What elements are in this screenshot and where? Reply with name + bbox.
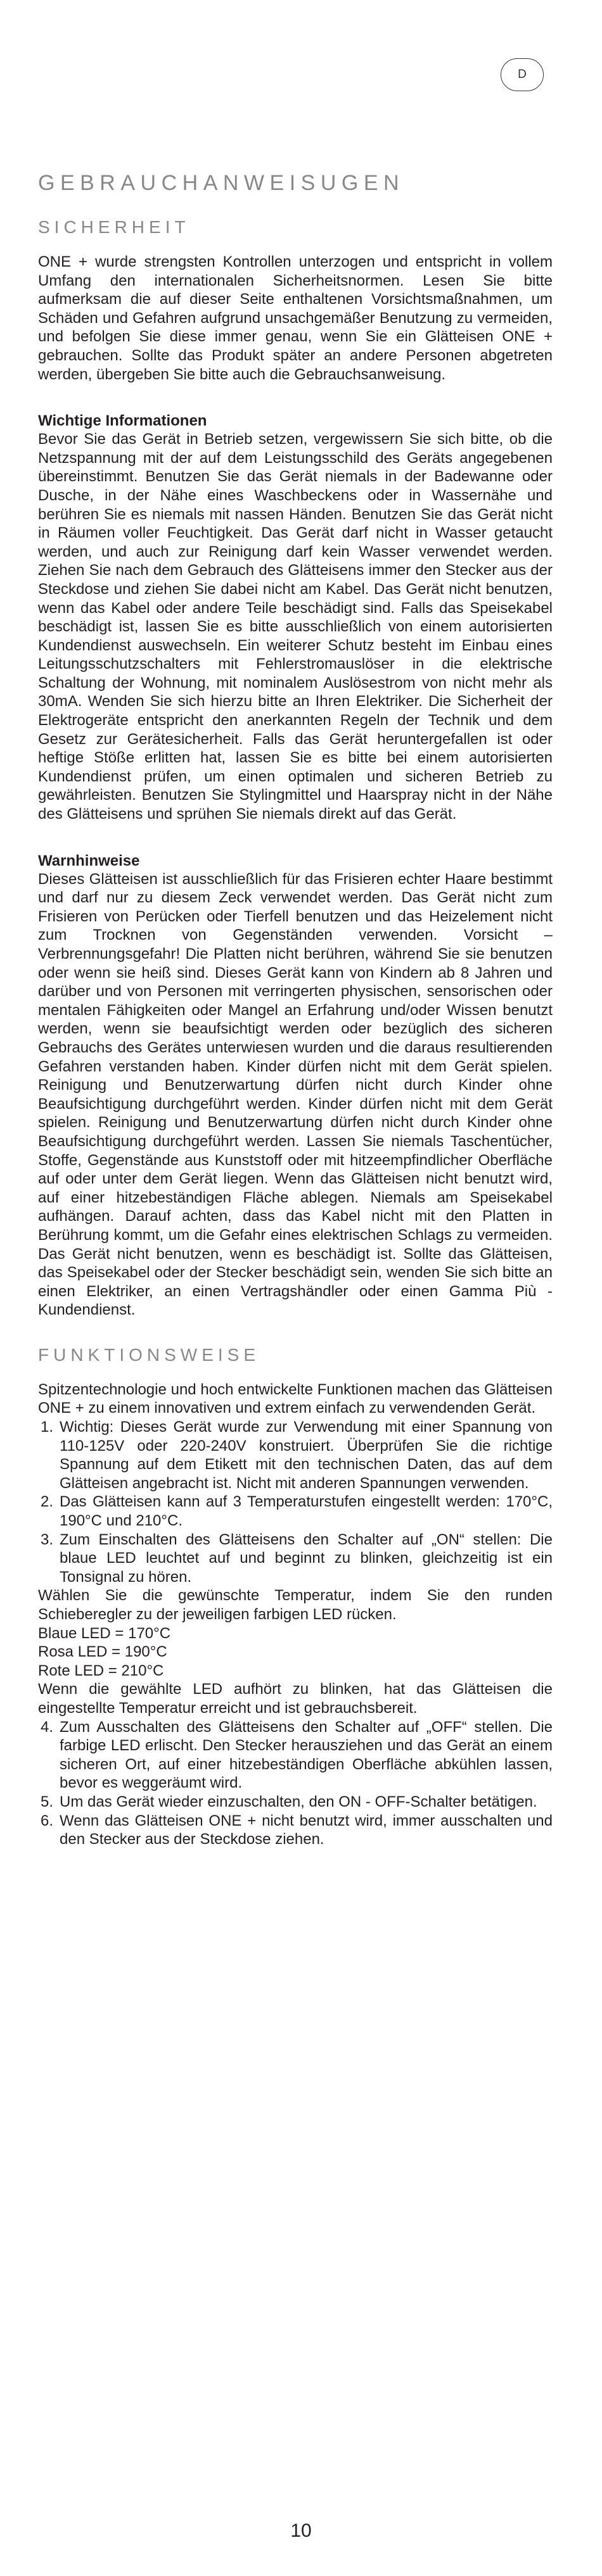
document-body <box>38 171 553 1849</box>
temperature-text: Wählen Sie die gewünschte Temperatur, indem Sie den runden Schieberegler zu der jeweiligen farbigen LED rücken. <box>38 1587 553 1623</box>
step-number: 6. <box>41 1812 54 1829</box>
led-line: Rosa LED = 190°C <box>38 1643 167 1661</box>
step-text: Zum Ausschalten des Glätteisens den Schalter auf „OFF“ stellen. Die farbige LED erlischt. Den Stecker herausziehen und das Gerät an einem sicheren Ort, auf einer hitzebeständigen Oberfläche abkühlen lassen, bevor es weggeräumt wird. <box>60 1718 553 1792</box>
functions-intro: Spitzentechnologie und hoch entwickelte Funktionen machen das Glätteisen ONE + zu einem innovativen und extrem einfach zu verwendenden Gerät. <box>38 1380 553 1417</box>
step-number: 2. <box>41 1493 54 1511</box>
list-item <box>38 1531 553 1587</box>
list-item <box>38 1812 553 1849</box>
page-title: GEBRAUCHANWEISUGEN <box>38 171 405 195</box>
steps-list-a <box>38 1418 553 1586</box>
safety-intro: ONE + wurde strengsten Kontrollen unterzogen und entspricht in vollem Umfang den internationalen Sicherheitsnormen. Lesen Sie bitte aufmerksam die auf dieser Seite enthaltenen Vorsichtsmaßnahmen, um Schäden und Gefahren aufgrund unsachgemäßer Benutzung zu vermeiden, und befolgen Sie diese immer genau, wenn Sie ein Glätteisen ONE + gebrauchen. Sollte das Produkt später an andere Personen abgetreten werden, übergeben Sie bitte auch die Gebrauchsanweisung. <box>38 253 553 383</box>
important-info-text: Bevor Sie das Gerät in Betrieb setzen, vergewissern Sie sich bitte, ob die Netzspannung mit der auf dem Leistungsschild des Geräts angegebenen übereinstimmt. Benutzen Sie das Gerät niemals in der Badewanne oder Dusche, in der Nähe eines Waschbeckens oder in Wassernähe und berühren Sie es niemals mit nassen Händen. Benutzen Sie das Gerät nicht in Räumen voller Feuchtigkeit. Das Gerät darf nicht in Wasser getaucht werden, und auch zur Reinigung darf kein Wasser verwendet werden. Ziehen Sie nach dem Gebrauch des Glätteisens immer den Stecker aus der Steckdose und ziehen Sie dabei nicht am Kabel. Das Gerät nicht benutzen, wenn das Kabel oder andere Teile beschädigt sind. Falls das Speisekabel beschädigt ist, lassen Sie es bitte ausschließlich von einem autorisierten Kundendienst auswechseln. Ein weiterer Schutz besteht im Einbau eines Leitungsschutzschalters mit Fehlerstromauslöser in die elektrische Schaltung der Wohnung, mit nominalem Auslösestrom von nicht mehr als 30mA. Wenden Sie sich hierzu bitte an Ihren Elektriker. Die Sicherheit der Elektrogeräte entspricht den anerkannten Regeln der Technik und dem Gesetz zur Gerätesicherheit. Falls das Gerät heruntergefallen ist oder heftige Stöße erlitten hat, lassen Sie es bitte bei einem autorisierten Kundendienst prüfen, um einen optimalen und sicheren Betrieb zu gewährleisten. Benutzen Sie Stylingmittel und Haarspray nicht in der Nähe des Glätteisens und sprühen Sie niemals direkt auf das Gerät. <box>38 431 553 823</box>
page-number: 10 <box>290 2520 312 2541</box>
list-item <box>38 1418 553 1493</box>
led-line: Rote LED = 210°C <box>38 1662 164 1679</box>
step-text: Wichtig: Dieses Gerät wurde zur Verwendung mit einer Spannung von 110-125V oder 220-240V konstruiert. Überprüfen Sie die richtige Spannung auf dem Etikett mit den technischen Daten, das auf dem Glätteisen angebracht ist. Nicht mit anderen Spannungen verwenden. <box>60 1418 553 1492</box>
step-number: 1. <box>41 1418 54 1436</box>
step-text: Das Glätteisen kann auf 3 Temperaturstufen eingestellt werden: 170°C, 190°C und 210°C. <box>60 1493 553 1530</box>
functions-heading: FUNKTIONSWEISE <box>38 1344 260 1365</box>
important-info-heading: Wichtige Informationen <box>38 412 207 430</box>
step-number: 5. <box>41 1793 54 1810</box>
list-item <box>38 1493 553 1530</box>
list-item <box>38 1718 553 1793</box>
led-line: Blaue LED = 170°C <box>38 1624 171 1642</box>
warnings-heading: Warnhinweise <box>38 852 140 869</box>
step-number: 3. <box>41 1531 54 1548</box>
step-text: Zum Einschalten des Glätteisens den Schalter auf „ON“ stellen: Die blaue LED leuchtet auf und beginnt zu blinken, gleichzeitig ist ein Tonsignal zu hören. <box>60 1531 553 1586</box>
ready-text: Wenn die gewählte LED aufhört zu blinken, hat das Glätteisen die eingestellte Temperatur erreicht und ist gebrauchsbereit. <box>38 1681 553 1717</box>
step-number: 4. <box>41 1718 54 1736</box>
safety-heading: SICHERHEIT <box>38 217 190 237</box>
list-item <box>38 1793 553 1812</box>
language-badge: D <box>501 58 544 91</box>
steps-list-b <box>38 1718 553 1849</box>
warnings-text: Dieses Glätteisen ist ausschließlich für das Frisieren echter Haare bestimmt und darf nur zu diesem Zeck verwendet werden. Das Gerät nicht zum Frisieren von Perücken oder Tierfell benutzen und das Heizelement nicht zum Trocknen von Gegenständen verwenden. Vorsicht – Verbrennungsgefahr! Die Platten nicht berühren, während Sie sie benutzen oder wenn sie heiß sind. Dieses Gerät kann von Kindern ab 8 Jahren und darüber und von Personen mit verringerten physischen, sensorischen oder mentalen Fähigkeiten oder Mangel an Erfahrung und/oder Wissen benutzt werden, wenn sie beaufsichtigt werden oder bezüglich des sicheren Gebrauchs des Gerätes unterwiesen wurden und die daraus resultierenden Gefahren verstanden haben. Kinder dürfen nicht mit dem Gerät spielen. Reinigung und Benutzerwartung dürfen nicht durch Kinder ohne Beaufsichtigung durchgeführt werden. Kinder dürfen nicht mit dem Gerät spielen. Reinigung und Benutzerwartung dürfen nicht durch Kinder ohne Beaufsichtigung durchgeführt werden. Lassen Sie niemals Taschentücher, Stoffe, Gegenstände aus Kunststoff oder mit hitzeempfindlicher Oberfläche auf oder unter dem Gerät liegen. Wenn das Glätteisen nicht benutzt wird, auf einer hitzebeständigen Fläche ablegen. Niemals am Speisekabel aufhängen. Darauf achten, dass das Kabel nicht mit den Platten in Berührung kommt, um die Gefahr eines elektrischen Schlags zu vermeiden. Das Gerät nicht benutzen, wenn es beschädigt ist. Sollte das Glätteisen, das Speisekabel oder der Stecker beschädigt sein, wenden Sie sich bitte an einen Elektriker, an einen Vertragshändler oder einen Gamma Più - Kundendienst. <box>38 870 553 1319</box>
step-text: Wenn das Glätteisen ONE + nicht benutzt wird, immer ausschalten und den Stecker aus der Steckdose ziehen. <box>60 1812 553 1848</box>
step-text: Um das Gerät wieder einzuschalten, den ON - OFF-Schalter betätigen. <box>60 1793 537 1810</box>
